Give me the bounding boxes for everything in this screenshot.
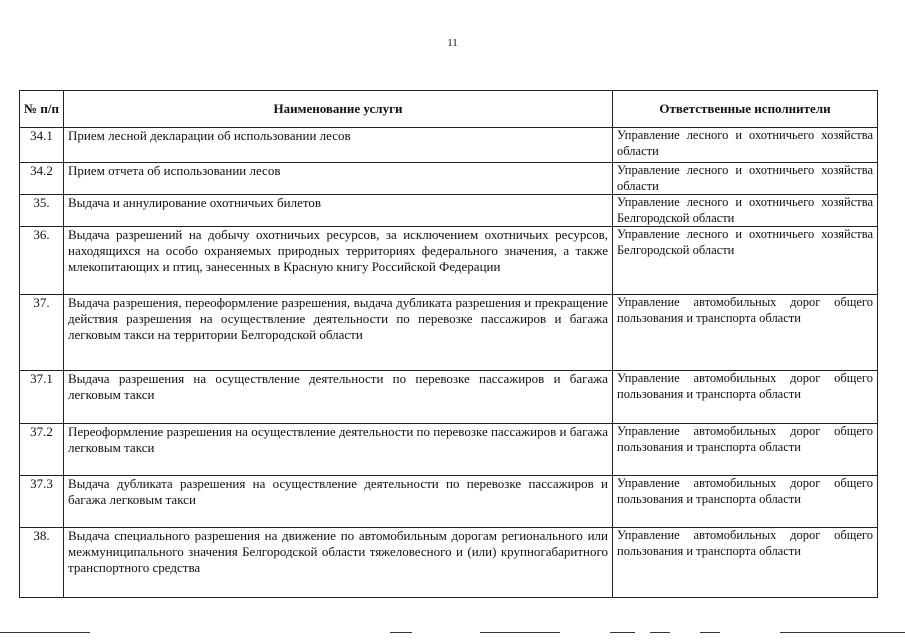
row-responsible: Управление лесного и охотничьего хозяйства области xyxy=(613,163,878,195)
row-responsible: Управление автомобильных дорог общего пользования и транспорта области xyxy=(613,476,878,528)
row-responsible: Управление лесного и охотничьего хозяйства Белгородской области xyxy=(613,227,878,295)
row-num: 35. xyxy=(20,195,64,227)
table-row xyxy=(20,163,878,195)
table-row xyxy=(20,128,878,163)
header-num: № п/п xyxy=(20,91,64,128)
row-num: 37.1 xyxy=(20,371,64,424)
row-responsible: Управление автомобильных дорог общего пользования и транспорта области xyxy=(613,295,878,371)
table-row xyxy=(20,195,878,227)
row-service-name: Выдача разрешения, переоформление разрешения, выдача дубликата разрешения и прекращение действия разрешения на осуществление деятельности по перевозке пассажиров и багажа легковым такси на территории Белгородской области xyxy=(64,295,613,371)
row-responsible: Управление автомобильных дорог общего пользования и транспорта области xyxy=(613,424,878,476)
row-responsible: Управление лесного и охотничьего хозяйства Белгородской области xyxy=(613,195,878,227)
table-row xyxy=(20,424,878,476)
row-num: 37. xyxy=(20,295,64,371)
row-num: 34.1 xyxy=(20,128,64,163)
table-row xyxy=(20,528,878,598)
row-responsible: Управление автомобильных дорог общего пользования и транспорта области xyxy=(613,528,878,598)
row-service-name: Прием лесной декларации об использовании лесов xyxy=(64,128,613,163)
table-row xyxy=(20,371,878,424)
table-header-row xyxy=(20,91,878,128)
row-responsible: Управление автомобильных дорог общего пользования и транспорта области xyxy=(613,371,878,424)
scan-edge-lines xyxy=(0,632,905,634)
table-row xyxy=(20,227,878,295)
row-num: 36. xyxy=(20,227,64,295)
row-service-name: Выдача разрешений на добычу охотничьих ресурсов, за исключением охотничьих ресурсов, находящихся на особо охраняемых природных территориях федерального значения, а также млекопитающих и птиц, занесенных в Красную книгу Российской Федерации xyxy=(64,227,613,295)
row-num: 38. xyxy=(20,528,64,598)
services-table xyxy=(19,90,878,598)
table-row xyxy=(20,295,878,371)
row-num: 37.2 xyxy=(20,424,64,476)
row-service-name: Выдача дубликата разрешения на осуществление деятельности по перевозке пассажиров и багажа легковым такси xyxy=(64,476,613,528)
row-service-name: Выдача разрешения на осуществление деятельности по перевозке пассажиров и багажа легковым такси xyxy=(64,371,613,424)
header-service-name: Наименование услуги xyxy=(64,91,613,128)
row-service-name: Выдача и аннулирование охотничьих билетов xyxy=(64,195,613,227)
row-service-name: Переоформление разрешения на осуществление деятельности по перевозке пассажиров и багажа легковым такси xyxy=(64,424,613,476)
table-row xyxy=(20,476,878,528)
header-responsible: Ответственные исполнители xyxy=(613,91,878,128)
row-service-name: Прием отчета об использовании лесов xyxy=(64,163,613,195)
row-num: 34.2 xyxy=(20,163,64,195)
row-responsible: Управление лесного и охотничьего хозяйства области xyxy=(613,128,878,163)
row-num: 37.3 xyxy=(20,476,64,528)
row-service-name: Выдача специального разрешения на движение по автомобильным дорогам регионального или межмуниципального значения Белгородской области тяжеловесного и (или) крупногабаритного транспортного средства xyxy=(64,528,613,598)
page-number: 11 xyxy=(447,37,458,49)
